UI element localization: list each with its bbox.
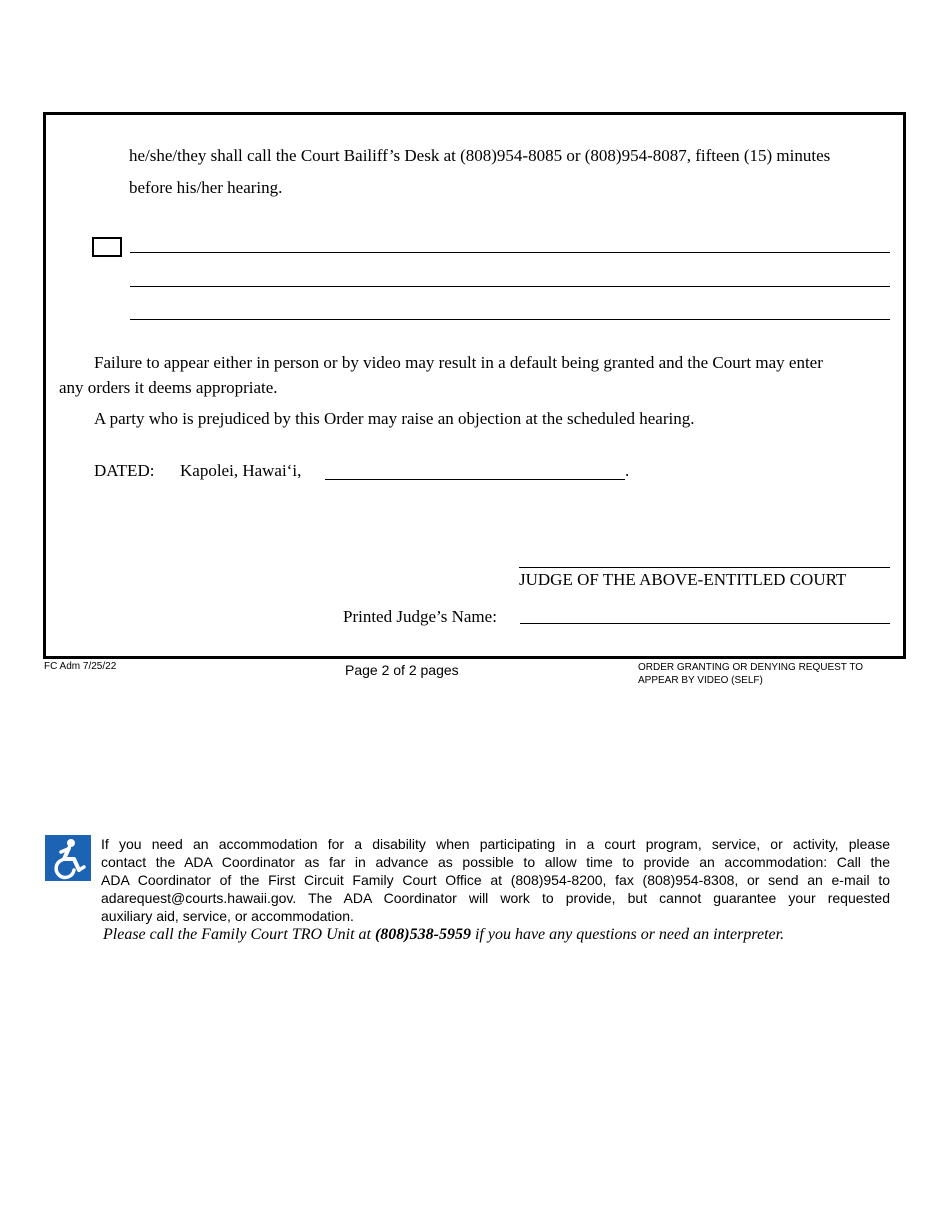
other-order-line-1[interactable] bbox=[130, 252, 890, 253]
judge-signature-line[interactable] bbox=[519, 567, 890, 568]
bailiff-instruction-line1: he/she/they shall call the Court Bailiff’s Desk at (808)954-8085 or (808)954-8087, fifteen (15) minutes bbox=[129, 146, 831, 165]
document-title-line2: APPEAR BY VIDEO (SELF) bbox=[638, 675, 763, 686]
ada-notice-line4: adarequest@courts.hawaii.gov. The ADA Coordinator will work to provide, but cannot guarantee your requested bbox=[101, 890, 890, 906]
ada-notice-line1: If you need an accommodation for a disability when participating in a court program, service, or activity, please bbox=[101, 836, 890, 852]
failure-to-appear-line1: Failure to appear either in person or by video may result in a default being granted and the Court may enter bbox=[94, 353, 823, 372]
dated-period: . bbox=[625, 461, 630, 480]
other-order-checkbox[interactable] bbox=[92, 237, 122, 257]
ada-notice-line3: ADA Coordinator of the First Circuit Family Court Office at (808)954-8200, fax (808)954-8308, or send an e-mail to bbox=[101, 872, 890, 888]
order-form-box bbox=[43, 112, 906, 659]
ada-notice-line2: contact the ADA Coordinator as far in advance as possible to allow time to provide an accommodation: Call the bbox=[101, 854, 890, 870]
other-order-line-2[interactable] bbox=[130, 286, 890, 287]
document-title bbox=[638, 661, 908, 687]
accessibility-wheelchair-icon bbox=[45, 835, 91, 881]
other-order-line-3[interactable] bbox=[130, 319, 890, 320]
dated-place: Kapolei, Hawaiʻi, bbox=[180, 461, 302, 480]
tro-call-suffix: if you have any questions or need an interpreter. bbox=[470, 926, 785, 943]
ada-notice-line5: auxiliary aid, service, or accommodation. bbox=[101, 908, 354, 924]
judge-title: JUDGE OF THE ABOVE-ENTITLED COURT bbox=[519, 570, 847, 589]
ada-accommodation-notice bbox=[101, 835, 890, 925]
bailiff-instruction-line2: before his/her hearing. bbox=[129, 178, 283, 197]
tro-call-prefix: Please call the Family Court TRO Unit at bbox=[103, 926, 375, 943]
printed-judge-name-label: Printed Judge’s Name: bbox=[343, 607, 497, 626]
dated-date-line[interactable] bbox=[325, 479, 625, 480]
page-number: Page 2 of 2 pages bbox=[345, 662, 459, 678]
tro-unit-call-notice bbox=[103, 926, 784, 944]
failure-to-appear-line2: any orders it deems appropriate. bbox=[59, 378, 278, 397]
dated-label: DATED: bbox=[94, 461, 155, 480]
printed-judge-name-line[interactable] bbox=[520, 623, 890, 624]
form-id: FC Adm 7/25/22 bbox=[44, 661, 117, 672]
objection-notice: A party who is prejudiced by this Order may raise an objection at the scheduled hearing. bbox=[94, 409, 695, 428]
document-title-line1: ORDER GRANTING OR DENYING REQUEST TO bbox=[638, 662, 864, 673]
tro-phone-number: (808)538-5959 bbox=[374, 926, 471, 943]
